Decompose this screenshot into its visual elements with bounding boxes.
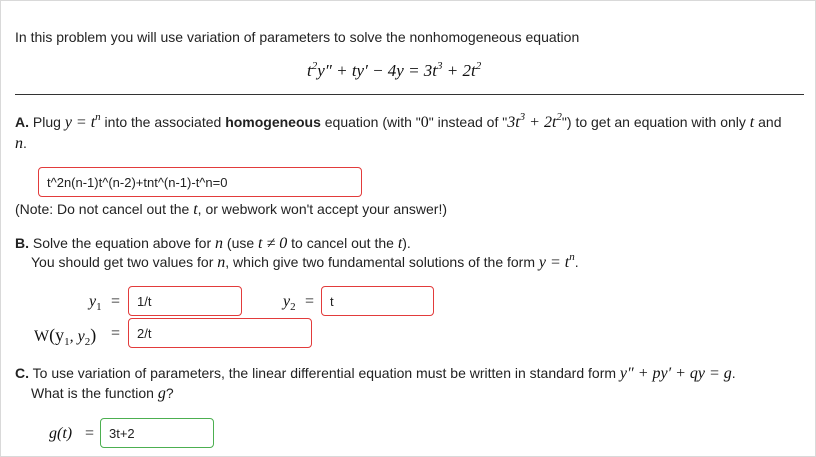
part-b-line2-n: n: [217, 254, 226, 271]
eq-t: t: [307, 61, 312, 80]
standard-form: y″ + py′ + qy = g: [619, 365, 732, 382]
part-a-sub: [64, 111, 101, 131]
part-c-qmark: ?: [165, 385, 174, 401]
homogeneous-equation-input[interactable]: [38, 167, 362, 197]
homogeneous-bold: homogeneous: [225, 114, 321, 130]
y2-input[interactable]: [321, 286, 434, 316]
part-b-form-end: .: [574, 254, 579, 270]
intro-text: In this problem you will use variation of parameters to solve the nonhomogeneous equation: [15, 29, 580, 45]
y1-y: y: [89, 293, 97, 310]
part-a-text4: " instead of ": [428, 114, 508, 130]
part-a-rhs-a: 3t: [507, 114, 520, 131]
part-c-label: C.: [15, 365, 29, 381]
w-close: ): [90, 325, 97, 345]
part-a-n: n: [15, 135, 23, 152]
part-b-t: t: [397, 235, 403, 252]
part-c-g: g: [157, 385, 166, 402]
y1-equals: =: [111, 293, 121, 310]
w-sub1: 1: [64, 336, 70, 349]
part-a-label: A.: [15, 114, 29, 130]
part-a-rhs: [507, 111, 562, 131]
part-a-text1: Plug: [32, 114, 65, 130]
part-c-period: .: [731, 365, 736, 381]
part-b-form: [538, 251, 575, 271]
part-c-line1: [15, 365, 736, 383]
y2-label: [283, 293, 296, 313]
y2-equals: =: [305, 293, 315, 310]
note-text1: (Note: Do not cancel out the: [15, 201, 194, 217]
wronskian-label: [34, 325, 96, 348]
part-a-rhs-b: + 2t: [525, 114, 557, 131]
part-a-line1: [15, 111, 782, 132]
eq-exp-2: 2: [311, 60, 318, 72]
part-b-text4: ).: [402, 235, 411, 251]
part-b-line2b: , which give two fundamental solutions of the form: [225, 254, 539, 270]
part-b-cond: t ≠ 0: [258, 235, 288, 252]
eq-body: y″ + ty′ − 4y = 3t: [317, 61, 438, 80]
wronskian-args: [49, 325, 97, 349]
w-comma: , y: [69, 328, 85, 345]
y2-sub: 2: [290, 301, 296, 314]
y1-sub: 1: [96, 301, 102, 314]
wronskian-equals: =: [111, 325, 121, 342]
part-a-text5: ") to get an equation with only: [561, 114, 750, 130]
w-open: (y: [49, 325, 65, 345]
part-a-line2: [15, 135, 27, 153]
part-a-note: [15, 201, 447, 219]
part-b-form-expr: y = t: [538, 254, 570, 271]
g-equals: =: [85, 425, 95, 442]
part-a-rhs-b-exp: 2: [556, 111, 562, 123]
wronskian-input[interactable]: [128, 318, 312, 348]
part-a-t: t: [749, 114, 755, 131]
part-a-text3: equation (with ": [320, 114, 421, 130]
part-b-line2: [31, 251, 579, 272]
main-equation: [307, 61, 481, 81]
note-text2: , or webwork won't accept your answer!): [197, 201, 447, 217]
part-b-text1: Solve the equation above for: [29, 235, 216, 251]
part-b-line2a: You should get two values for: [31, 254, 218, 270]
y1-input[interactable]: [128, 286, 242, 316]
note-t: t: [193, 201, 198, 218]
part-a-period: .: [23, 135, 27, 151]
wronskian-w: W: [34, 328, 50, 345]
part-b-form-exp: n: [569, 251, 575, 263]
part-c-line2-text: What is the function: [31, 385, 158, 401]
part-a-text2: into the associated: [100, 114, 226, 130]
part-b-label: B.: [15, 235, 29, 251]
part-c-line2: [31, 385, 174, 403]
w-sub2: 2: [84, 336, 91, 349]
part-a-text6: and: [754, 114, 782, 130]
part-b-line1: [15, 235, 411, 253]
part-b-text2: (use: [223, 235, 259, 251]
part-b-text3: to cancel out the: [287, 235, 398, 251]
part-a-rhs-a-exp: 3: [519, 111, 526, 123]
y1-label: [89, 293, 102, 313]
eq-exp-2b: 2: [475, 60, 482, 72]
y2-y: y: [283, 293, 291, 310]
part-a-sub-expr: y = t: [64, 114, 96, 131]
part-a-sub-exp: n: [95, 111, 101, 123]
divider: [15, 94, 804, 95]
eq-exp-3: 3: [437, 60, 443, 72]
g-label: g(t): [49, 425, 73, 442]
part-b-n: n: [215, 235, 224, 252]
part-c-text1: To use variation of parameters, the linear differential equation must be written in standard form: [29, 365, 620, 381]
part-a-zero: 0: [420, 114, 429, 131]
eq-mid: + 2t: [442, 61, 476, 80]
g-input[interactable]: [100, 418, 214, 448]
